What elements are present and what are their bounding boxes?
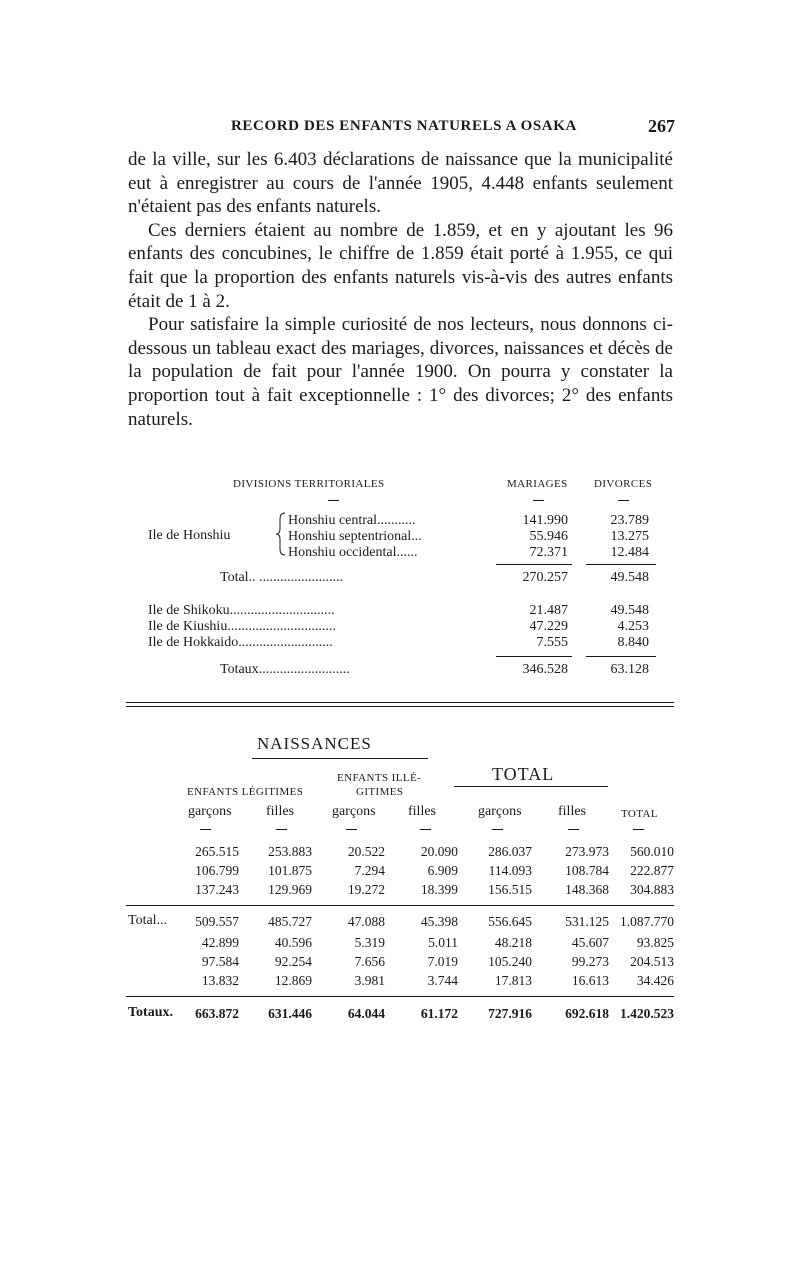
- header-dash: [533, 500, 544, 501]
- dot-leader: ...: [411, 529, 422, 544]
- cell: 129.969: [268, 882, 312, 897]
- row-label: Ile de Shikoku: [148, 603, 230, 618]
- cell: 273.973: [565, 844, 609, 859]
- cell: 19.272: [347, 882, 385, 897]
- cell: 42.899: [201, 935, 239, 950]
- header-dash: [328, 500, 339, 501]
- cell: 1.087.770: [620, 914, 674, 929]
- group-legitimes: ENFANTS LÉGITIMES: [187, 786, 304, 798]
- cell: 12.869: [274, 973, 312, 988]
- cell: 509.557: [195, 914, 239, 929]
- col-garcons-total: garçons: [478, 804, 522, 819]
- dot-leader: ...........................: [238, 635, 333, 650]
- total-label: Total...: [128, 913, 168, 928]
- table-row: [148, 619, 336, 635]
- col-total: TOTAL: [621, 808, 658, 820]
- header-dash: [568, 829, 579, 830]
- cell: 16.613: [571, 973, 609, 988]
- table-row: [288, 513, 416, 529]
- brace-icon: [276, 512, 286, 556]
- totaux-label: Totaux: [220, 662, 259, 677]
- dot-leader: ..........................: [258, 662, 350, 677]
- cell: 99.273: [571, 954, 609, 969]
- paragraph-3: Pour satisfaire la simple curiosité de nos lecteurs, nous donnons ci-dessous un tableau exact des mariages, divorces, naissances et décès de la population de fait pour l'année 1900. On pourra y constater la proportion tout à fait exceptionnelle : 1° des divorces; 2° des enfants naturels.: [128, 314, 673, 430]
- cell: 204.513: [630, 954, 674, 969]
- divorces-value: 4.253: [617, 619, 649, 634]
- dot-leader: ...........: [377, 513, 416, 528]
- dot-leader: ......: [396, 545, 418, 560]
- row-label: Ile de Kiushiu: [148, 619, 228, 634]
- cell: 105.240: [488, 954, 532, 969]
- header-divisions: DIVISIONS TERRITORIALES: [233, 478, 385, 490]
- births-title: NAISSANCES: [257, 734, 372, 753]
- cell: 692.618: [565, 1006, 609, 1021]
- cell: 3.981: [354, 973, 385, 988]
- cell: 101.875: [268, 863, 312, 878]
- cell: 47.088: [347, 914, 385, 929]
- paragraph-2: Ces derniers étaient au nombre de 1.859, et en y ajoutant les 96 enfants des concubines, le chiffre de 1.859 était porté à 1.955, ce qui fait que la proportion des enfants naturels vis-à-vis des autres enfants était de 1 à 2.: [128, 219, 673, 312]
- body-text: [128, 148, 673, 431]
- mariages-value: 55.946: [529, 529, 568, 544]
- cell: 304.883: [630, 882, 674, 897]
- table-row: [148, 635, 333, 651]
- mariages-value: 141.990: [522, 513, 568, 528]
- cell: 5.319: [354, 935, 385, 950]
- row-label: Ile de Hokkaido: [148, 635, 239, 650]
- cell: 45.607: [571, 935, 609, 950]
- sum-rule: [126, 996, 674, 997]
- col-filles-illegit: filles: [408, 804, 436, 819]
- sum-rule: [126, 905, 674, 906]
- cell: 7.656: [354, 954, 385, 969]
- col-filles-total: filles: [558, 804, 586, 819]
- cell: 631.446: [268, 1006, 312, 1021]
- cell: 560.010: [630, 844, 674, 859]
- cell: 114.093: [488, 863, 532, 878]
- total-swash: [454, 786, 608, 787]
- double-rule-bottom: [126, 706, 674, 707]
- title-swash: [252, 758, 428, 759]
- divorces-value: 8.840: [617, 635, 649, 650]
- group-label: Ile de Honshiu: [148, 528, 231, 543]
- mariages-value: 72.371: [529, 545, 568, 560]
- double-rule-top: [126, 702, 674, 703]
- header-mariages: MARIAGES: [507, 478, 568, 490]
- cell: 222.877: [630, 863, 674, 878]
- sum-rule: [496, 656, 572, 657]
- cell: 6.909: [427, 863, 458, 878]
- row-label: Honshiu occidental: [288, 545, 397, 560]
- cell: 61.172: [420, 1006, 458, 1021]
- group-total: TOTAL: [492, 764, 555, 784]
- marriages-divorces-table: [128, 476, 673, 686]
- page-number: 267: [648, 116, 675, 136]
- cell: 106.799: [195, 863, 239, 878]
- paragraph-1: de la ville, sur les 6.403 déclarations de naissance que la municipalité eut à enregistrer au cours de l'année 1905, 4.448 enfants seulement n'étaient pas des enfants naturels.: [128, 149, 673, 218]
- header-dash: [420, 829, 431, 830]
- divorces-value: 12.484: [610, 545, 649, 560]
- table-row: [288, 529, 422, 545]
- table-row: [148, 603, 335, 619]
- row-label: Honshiu central: [288, 513, 378, 528]
- cell: 20.522: [347, 844, 385, 859]
- header-dash: [633, 829, 644, 830]
- sum-rule: [586, 656, 656, 657]
- dot-leader: .. ........................: [248, 570, 344, 585]
- totaux-row: [220, 662, 350, 678]
- divorces-totaux: 63.128: [610, 662, 649, 677]
- cell: 727.916: [488, 1006, 532, 1021]
- cell: 17.813: [494, 973, 532, 988]
- col-garcons-legit: garçons: [188, 804, 232, 819]
- totaux-label: Totaux.: [128, 1005, 174, 1020]
- cell: 93.825: [636, 935, 674, 950]
- divorces-value: 23.789: [610, 513, 649, 528]
- cell: 7.294: [354, 863, 385, 878]
- header-dash: [200, 829, 211, 830]
- header-dash: [492, 829, 503, 830]
- dot-leader: ..............................: [229, 603, 335, 618]
- cell: 7.019: [427, 954, 458, 969]
- sum-rule: [496, 564, 572, 565]
- cell: 13.832: [201, 973, 239, 988]
- total-row: [220, 570, 343, 586]
- cell: 531.125: [565, 914, 609, 929]
- cell: 137.243: [195, 882, 239, 897]
- divorces-value: 49.548: [610, 603, 649, 618]
- mariages-value: 7.555: [536, 635, 568, 650]
- row-label: Honshiu septentrional: [288, 529, 412, 544]
- cell: 148.368: [565, 882, 609, 897]
- cell: 20.090: [420, 844, 458, 859]
- cell: 64.044: [347, 1006, 385, 1021]
- births-table: [126, 700, 674, 1030]
- header-divorces: DIVORCES: [594, 478, 653, 490]
- table-row: [288, 545, 417, 561]
- cell: 485.727: [268, 914, 312, 929]
- cell: 556.645: [488, 914, 532, 929]
- header-dash: [618, 500, 629, 501]
- cell: 5.011: [428, 935, 458, 950]
- divorces-value: 13.275: [610, 529, 649, 544]
- cell: 108.784: [565, 863, 609, 878]
- mariages-value: 47.229: [529, 619, 568, 634]
- cell: 97.584: [201, 954, 239, 969]
- header-dash: [346, 829, 357, 830]
- cell: 3.744: [427, 973, 458, 988]
- running-head-title: RECORD DES ENFANTS NATURELS A OSAKA: [231, 118, 577, 134]
- mariages-totaux: 346.528: [522, 662, 568, 677]
- running-head: [128, 118, 675, 140]
- group-illegitimes-cont: GITIMES: [356, 786, 404, 798]
- mariages-total: 270.257: [522, 570, 568, 585]
- cell: 34.426: [636, 973, 674, 988]
- cell: 18.399: [420, 882, 458, 897]
- total-label: Total: [220, 570, 249, 585]
- cell: 265.515: [195, 844, 239, 859]
- col-filles-legit: filles: [266, 804, 294, 819]
- cell: 156.515: [488, 882, 532, 897]
- cell: 48.218: [494, 935, 532, 950]
- col-garcons-illegit: garçons: [332, 804, 376, 819]
- cell: 253.883: [268, 844, 312, 859]
- mariages-value: 21.487: [529, 603, 568, 618]
- group-illegitimes: ENFANTS ILLÉ-: [337, 772, 422, 784]
- dot-leader: ...............................: [227, 619, 336, 634]
- cell: 1.420.523: [620, 1006, 674, 1021]
- cell: 40.596: [274, 935, 312, 950]
- cell: 92.254: [274, 954, 312, 969]
- divorces-total: 49.548: [610, 570, 649, 585]
- cell: 45.398: [420, 914, 458, 929]
- header-dash: [276, 829, 287, 830]
- sum-rule: [586, 564, 656, 565]
- cell: 286.037: [488, 844, 532, 859]
- cell: 663.872: [195, 1006, 239, 1021]
